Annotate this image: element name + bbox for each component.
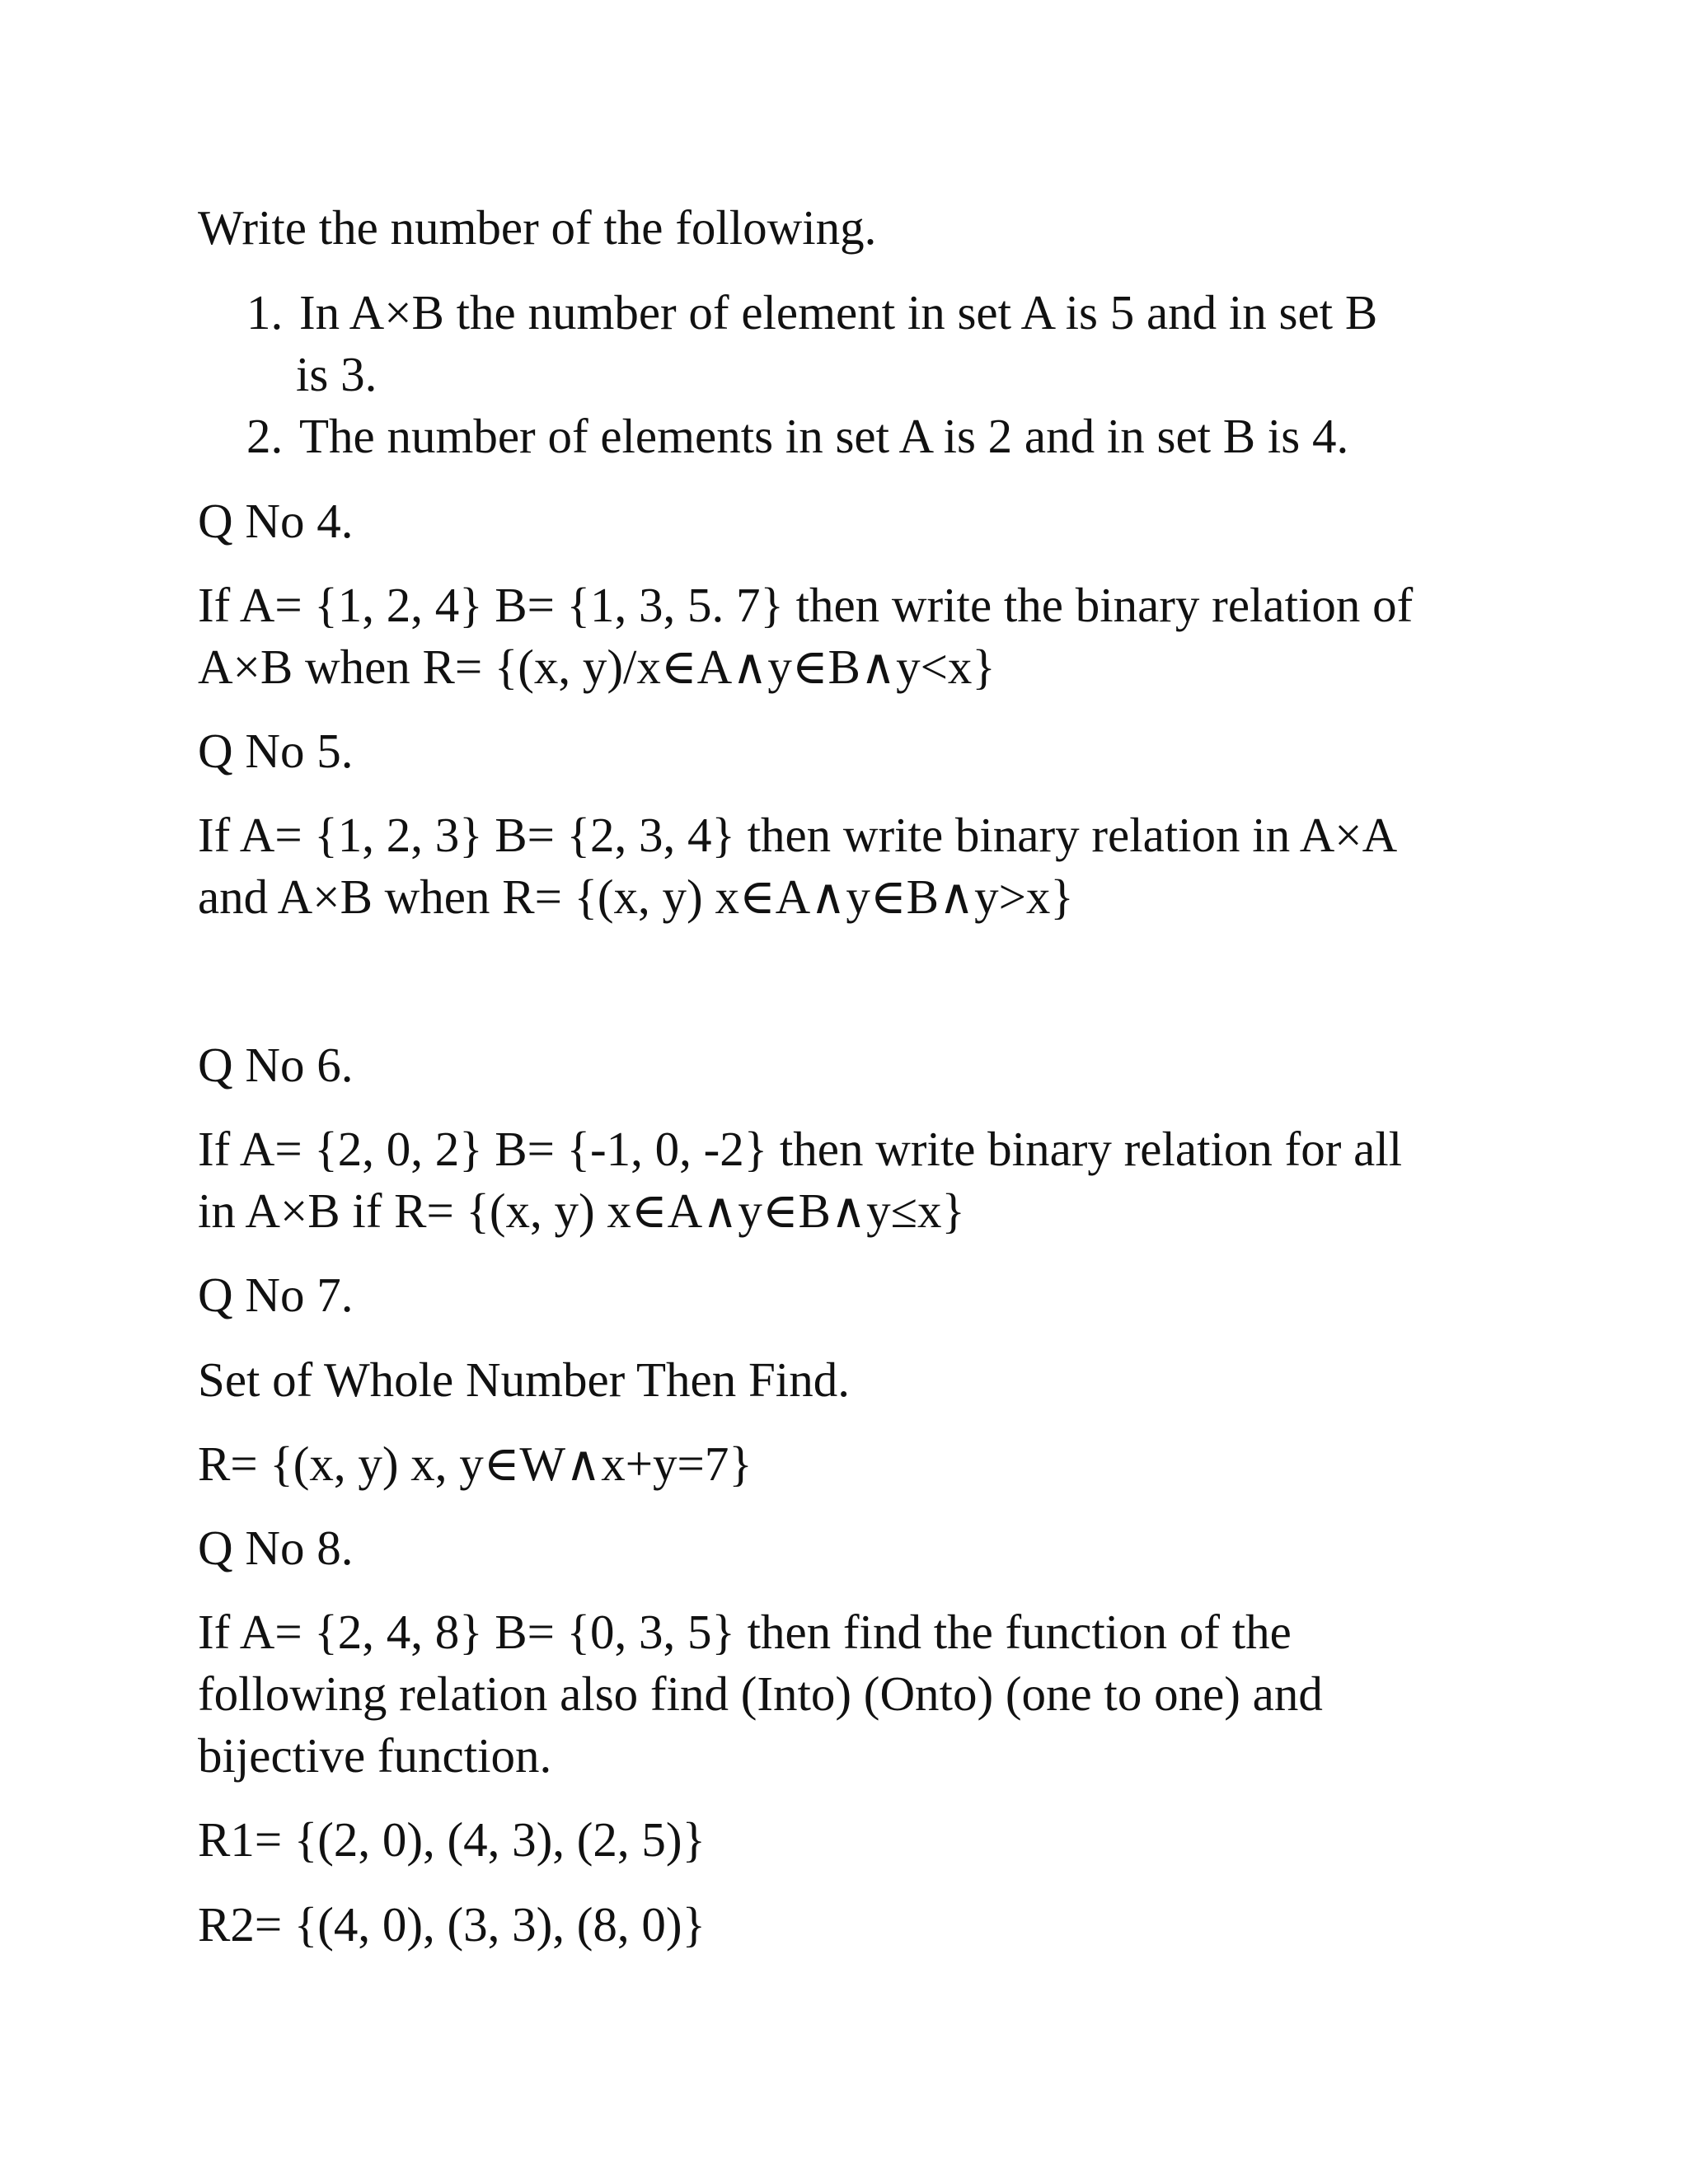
q4-line-2: A×B when R= {(x, y)/x∈A∧y∈B∧y<x}	[198, 640, 996, 694]
intro-item-1-number: 1.	[246, 285, 284, 340]
q5-label: Q No 5.	[198, 724, 354, 778]
q6-label: Q No 6.	[198, 1038, 354, 1092]
intro-heading: Write the number of the following.	[198, 200, 877, 255]
q6-line-2: in A×B if R= {(x, y) x∈A∧y∈B∧y≤x}	[198, 1183, 965, 1238]
intro-item-1-text: In A×B the number of element in set A is 5 and in set B	[299, 285, 1378, 340]
q7-line-1: Set of Whole Number Then Find.	[198, 1352, 850, 1407]
q8-relation-r1: R1= {(2, 0), (4, 3), (2, 5)}	[198, 1812, 706, 1867]
intro-item-1	[246, 285, 1378, 340]
q7-label: Q No 7.	[198, 1268, 354, 1322]
q7-line-2: R= {(x, y) x, y∈W∧x+y=7}	[198, 1436, 753, 1491]
q5-line-1: If A= {1, 2, 3} B= {2, 3, 4} then write binary relation in A×A	[198, 808, 1398, 862]
q8-line-2: following relation also find (Into) (Onto) (one to one) and	[198, 1666, 1323, 1721]
intro-item-2-text: The number of elements in set A is 2 and in set B is 4.	[299, 409, 1349, 463]
intro-item-2-number: 2.	[246, 409, 284, 463]
q8-label: Q No 8.	[198, 1521, 354, 1575]
q8-line-1: If A= {2, 4, 8} B= {0, 3, 5} then find the function of the	[198, 1605, 1292, 1659]
q8-line-3: bijective function.	[198, 1728, 552, 1783]
q8-relation-r2: R2= {(4, 0), (3, 3), (8, 0)}	[198, 1897, 706, 1952]
intro-item-2	[246, 409, 1349, 463]
intro-item-1-continuation: is 3.	[296, 347, 377, 401]
q4-line-1: If A= {1, 2, 4} B= {1, 3, 5. 7} then write the binary relation of	[198, 578, 1414, 632]
q4-label: Q No 4.	[198, 494, 354, 548]
q5-line-2: and A×B when R= {(x, y) x∈A∧y∈B∧y>x}	[198, 869, 1074, 924]
q6-line-1: If A= {2, 0, 2} B= {-1, 0, -2} then write binary relation for all	[198, 1122, 1403, 1176]
